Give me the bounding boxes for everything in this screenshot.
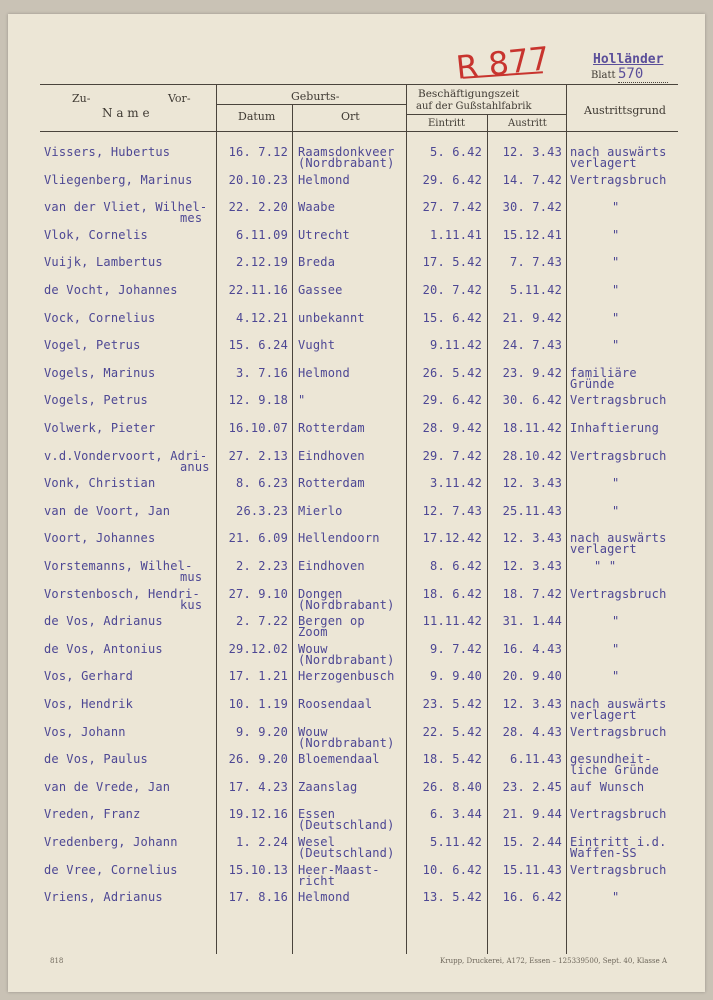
cell-austritt: 15. 2.44 xyxy=(502,835,562,849)
cell-datum: 20.10.23 xyxy=(228,172,288,187)
cell-datum: 3. 7.16 xyxy=(236,365,288,380)
cell-datum: 17. 8.16 xyxy=(228,890,288,905)
cell-eintritt: 29. 6.42 xyxy=(422,393,482,408)
cell-eintritt: 29. 6.42 xyxy=(422,172,482,187)
cell-datum: 19.12.16 xyxy=(228,807,288,822)
cell-ort: (Deutschland) xyxy=(298,846,395,860)
cell-grund: " xyxy=(612,310,620,325)
sheet-number: 570 xyxy=(618,66,668,83)
cell-eintritt: 18. 6.42 xyxy=(422,586,482,601)
geburts-subrule xyxy=(216,104,406,105)
cell-ort: Raamsdonkveer xyxy=(298,145,395,159)
cell-austritt: 31. 1.44 xyxy=(502,614,562,629)
cell-ort: (Nordbrabant) xyxy=(298,652,395,667)
cell-austritt: 21. 9.44 xyxy=(502,807,562,822)
cell-datum: 26. 9.20 xyxy=(228,752,288,767)
cell-grund: Vertragsbruch xyxy=(570,393,667,408)
cell-eintritt: 23. 5.42 xyxy=(422,697,482,711)
cell-austritt: 14. 7.42 xyxy=(502,172,562,187)
header-name: N a m e xyxy=(102,106,150,120)
table-top-rule xyxy=(40,84,678,85)
header-beschaeftigung-2: auf der Gußstahlfabrik xyxy=(416,101,532,112)
cell-eintritt: 28. 9.42 xyxy=(422,421,482,435)
cell-grund: Gründe xyxy=(570,376,615,391)
cell-grund: Vertragsbruch xyxy=(570,807,667,822)
cell-ort: Utrecht xyxy=(298,227,350,242)
col-divider-eintritt xyxy=(487,114,488,954)
cell-austritt: 20. 9.40 xyxy=(502,669,562,684)
cell-name: mes xyxy=(180,211,203,226)
cell-austritt: 7. 7.43 xyxy=(510,255,562,270)
header-vor: Vor- xyxy=(168,92,191,105)
cell-austritt: 12. 3.43 xyxy=(502,531,562,546)
cell-ort: Eindhoven xyxy=(298,448,365,463)
cell-ort: Herzogenbusch xyxy=(298,669,395,684)
cell-austritt: 30. 6.42 xyxy=(502,393,562,408)
cell-name: Vriens, Adrianus xyxy=(44,890,163,905)
cell-eintritt: 15. 6.42 xyxy=(422,310,482,325)
cell-austritt: 5.11.42 xyxy=(510,283,562,297)
cell-ort: Wesel xyxy=(298,835,336,849)
cell-ort: richt xyxy=(298,873,336,888)
cell-eintritt: 8. 6.42 xyxy=(430,559,482,573)
cell-name: Vos, Hendrik xyxy=(44,697,134,711)
cell-eintritt: 13. 5.42 xyxy=(422,890,482,905)
cell-datum: 12. 9.18 xyxy=(228,393,288,408)
cell-name: Vlok, Cornelis xyxy=(44,227,148,242)
cell-name: Vreden, Franz xyxy=(44,807,141,822)
cell-eintritt: 12. 7.43 xyxy=(422,503,482,518)
cell-name: Volwerk, Pieter xyxy=(44,421,156,435)
cell-austritt: 18. 7.42 xyxy=(502,586,562,601)
cell-grund: " " xyxy=(594,559,617,573)
cell-datum: 9. 9.20 xyxy=(236,724,288,739)
cell-name: Vuijk, Lambertus xyxy=(44,255,163,270)
cell-grund: nach auswärts xyxy=(570,697,667,711)
cell-name: Vissers, Hubertus xyxy=(44,145,171,159)
cell-ort: unbekannt xyxy=(298,310,365,325)
beschaeftigung-subrule xyxy=(406,114,566,115)
cell-datum: 27. 9.10 xyxy=(228,586,288,601)
cell-austritt: 15.12.41 xyxy=(502,227,562,242)
cell-austritt: 12. 3.43 xyxy=(502,697,562,711)
cell-name: Vorstenbosch, Hendri- xyxy=(44,586,200,601)
footer-printer-imprint: Krupp, Druckerei, A172, Essen – 125339500, Sept. 40, Klasse A xyxy=(440,957,668,965)
col-divider-ort xyxy=(406,84,407,954)
cell-ort: Breda xyxy=(298,255,336,270)
cell-grund: Vertragsbruch xyxy=(570,586,667,601)
cell-eintritt: 17. 5.42 xyxy=(422,255,482,270)
cell-grund: " xyxy=(612,200,620,215)
cell-ort: Zaanslag xyxy=(298,779,358,794)
cell-grund: Waffen-SS xyxy=(570,846,637,860)
cell-eintritt: 18. 5.42 xyxy=(422,752,482,767)
cell-name: van de Voort, Jan xyxy=(44,503,171,518)
footer-form-code: 818 xyxy=(50,957,64,965)
cell-grund: " xyxy=(612,669,620,684)
cell-grund: " xyxy=(612,614,620,629)
cell-eintritt: 26. 5.42 xyxy=(422,365,482,380)
cell-name: Vorstemanns, Wilhel- xyxy=(44,559,193,573)
cell-ort: Wouw xyxy=(298,641,328,656)
cell-datum: 10. 1.19 xyxy=(228,697,288,711)
cell-grund: verlagert xyxy=(570,708,637,722)
nationality-stamp: Holländer xyxy=(593,52,664,67)
cell-name: Vogels, Marinus xyxy=(44,365,156,380)
record-sheet xyxy=(8,14,705,992)
cell-grund: " xyxy=(612,227,620,242)
cell-ort: Waabe xyxy=(298,200,336,215)
cell-eintritt: 26. 8.40 xyxy=(422,779,482,794)
cell-grund: Vertragsbruch xyxy=(570,724,667,739)
header-austritt: Austritt xyxy=(508,118,547,129)
cell-ort: Wouw xyxy=(298,724,328,739)
cell-datum: 22. 2.20 xyxy=(228,200,288,215)
header-geburts: Geburts- xyxy=(291,90,340,103)
cell-datum: 1. 2.24 xyxy=(236,835,288,849)
cell-name: de Vocht, Johannes xyxy=(44,283,178,297)
cell-austritt: 30. 7.42 xyxy=(502,200,562,215)
cell-ort: Eindhoven xyxy=(298,559,365,573)
header-beschaeftigung-1: Beschäftigungszeit xyxy=(418,88,520,100)
cell-grund: Vertragsbruch xyxy=(570,448,667,463)
cell-grund: Vertragsbruch xyxy=(570,862,667,877)
cell-name: de Vos, Antonius xyxy=(44,641,163,656)
cell-datum: 2. 2.23 xyxy=(236,559,288,573)
cell-ort: (Nordbrabant) xyxy=(298,735,395,750)
cell-ort: Bloemendaal xyxy=(298,752,380,767)
cell-austritt: 12. 3.43 xyxy=(502,145,562,159)
cell-austritt: 15.11.43 xyxy=(502,862,562,877)
cell-grund: " xyxy=(612,255,620,270)
cell-eintritt: 1.11.41 xyxy=(430,227,482,242)
cell-austritt: 16. 4.43 xyxy=(502,641,562,656)
cell-austritt: 28.10.42 xyxy=(502,448,562,463)
cell-grund: auf Wunsch xyxy=(570,779,645,794)
cell-grund: " xyxy=(612,503,620,518)
header-eintritt: Eintritt xyxy=(428,118,465,129)
cell-ort: (Deutschland) xyxy=(298,818,395,833)
cell-datum: 26.3.23 xyxy=(236,503,288,518)
cell-name: van de Vrede, Jan xyxy=(44,779,171,794)
col-divider-datum xyxy=(292,104,293,954)
col-divider-name xyxy=(216,84,217,954)
cell-ort: Dongen xyxy=(298,586,343,601)
cell-datum: 6.11.09 xyxy=(236,227,288,242)
cell-eintritt: 9.11.42 xyxy=(430,338,482,353)
cell-austritt: 23. 9.42 xyxy=(502,365,562,380)
header-ort: Ort xyxy=(341,110,360,123)
cell-eintritt: 3.11.42 xyxy=(430,476,482,491)
cell-datum: 17. 4.23 xyxy=(228,779,288,794)
cell-datum: 2.12.19 xyxy=(236,255,288,270)
cell-grund: verlagert xyxy=(570,156,637,170)
cell-eintritt: 5. 6.42 xyxy=(430,145,482,159)
cell-name: de Vree, Cornelius xyxy=(44,862,178,877)
cell-grund: Eintritt i.d. xyxy=(570,835,667,849)
cell-eintritt: 22. 5.42 xyxy=(422,724,482,739)
cell-name: anus xyxy=(180,459,210,474)
cell-datum: 15. 6.24 xyxy=(228,338,288,353)
cell-ort: Helmond xyxy=(298,172,350,187)
cell-name: Vock, Cornelius xyxy=(44,310,156,325)
cell-ort: Bergen op xyxy=(298,614,365,629)
cell-austritt: 12. 3.43 xyxy=(502,559,562,573)
cell-name: Vogel, Petrus xyxy=(44,338,141,353)
cell-datum: 2. 7.22 xyxy=(236,614,288,629)
cell-grund: " xyxy=(612,641,620,656)
cell-datum: 4.12.21 xyxy=(236,310,288,325)
cell-datum: 8. 6.23 xyxy=(236,476,288,491)
cell-datum: 17. 1.21 xyxy=(228,669,288,684)
cell-eintritt: 9. 9.40 xyxy=(430,669,482,684)
cell-name: Vredenberg, Johann xyxy=(44,835,178,849)
cell-ort: (Nordbrabant) xyxy=(298,156,395,170)
cell-grund: gesundheit- xyxy=(570,752,652,767)
header-zu: Zu- xyxy=(72,92,91,105)
cell-grund: " xyxy=(612,338,620,353)
cell-ort: Vught xyxy=(298,338,336,353)
cell-ort: Hellendoorn xyxy=(298,531,380,546)
cell-austritt: 21. 9.42 xyxy=(502,310,562,325)
cell-ort: Rotterdam xyxy=(298,476,365,491)
header-bottom-rule xyxy=(40,131,678,132)
cell-datum: 16. 7.12 xyxy=(228,145,288,159)
cell-ort: Helmond xyxy=(298,365,350,380)
cell-name: Vogels, Petrus xyxy=(44,393,148,408)
cell-austritt: 12. 3.43 xyxy=(502,476,562,491)
cell-ort: Zoom xyxy=(298,625,328,640)
cell-name: van der Vliet, Wilhel- xyxy=(44,200,208,215)
cell-datum: 15.10.13 xyxy=(228,862,288,877)
cell-eintritt: 17.12.42 xyxy=(422,531,482,546)
cell-name: Vos, Johann xyxy=(44,724,126,739)
cell-name: Vliegenberg, Marinus xyxy=(44,172,193,187)
cell-name: de Vos, Paulus xyxy=(44,752,148,767)
cell-austritt: 18.11.42 xyxy=(502,421,562,435)
cell-grund: " xyxy=(612,283,620,297)
cell-ort: Mierlo xyxy=(298,503,343,518)
cell-ort: (Nordbrabant) xyxy=(298,597,395,612)
cell-datum: 27. 2.13 xyxy=(228,448,288,463)
cell-ort: Helmond xyxy=(298,890,350,905)
cell-eintritt: 9. 7.42 xyxy=(430,641,482,656)
cell-austritt: 24. 7.43 xyxy=(502,338,562,353)
cell-eintritt: 11.11.42 xyxy=(422,614,482,629)
cell-austritt: 6.11.43 xyxy=(510,752,562,767)
cell-ort: Roosendaal xyxy=(298,697,373,711)
cell-name: v.d.Vondervoort, Adri- xyxy=(44,448,208,463)
cell-eintritt: 20. 7.42 xyxy=(422,283,482,297)
cell-grund: " xyxy=(612,476,620,491)
cell-grund: familiäre xyxy=(570,365,637,380)
cell-ort: Essen xyxy=(298,807,336,822)
cell-eintritt: 10. 6.42 xyxy=(422,862,482,877)
sheet-label: Blatt xyxy=(591,70,616,81)
cell-name: mus xyxy=(180,570,203,584)
cell-name: Vos, Gerhard xyxy=(44,669,134,684)
red-registry-mark: R 877 xyxy=(454,39,552,87)
cell-grund: Vertragsbruch xyxy=(570,172,667,187)
cell-grund: nach auswärts xyxy=(570,531,667,546)
cell-ort: " xyxy=(298,393,306,408)
cell-datum: 16.10.07 xyxy=(228,421,288,435)
cell-datum: 21. 6.09 xyxy=(228,531,288,546)
cell-ort: Heer-Maast- xyxy=(298,862,380,877)
cell-eintritt: 6. 3.44 xyxy=(430,807,482,822)
cell-austritt: 25.11.43 xyxy=(502,503,562,518)
col-divider-austritt xyxy=(566,84,567,954)
cell-name: de Vos, Adrianus xyxy=(44,614,163,629)
header-austrittsgrund: Austrittsgrund xyxy=(584,104,666,117)
cell-grund: nach auswärts xyxy=(570,145,667,159)
header-datum: Datum xyxy=(238,110,276,123)
cell-datum: 29.12.02 xyxy=(228,641,288,656)
cell-name: kus xyxy=(180,597,203,612)
cell-grund: " xyxy=(612,890,620,905)
cell-eintritt: 29. 7.42 xyxy=(422,448,482,463)
cell-eintritt: 27. 7.42 xyxy=(422,200,482,215)
cell-grund: liche Gründe xyxy=(570,763,660,778)
cell-grund: Inhaftierung xyxy=(570,421,660,435)
cell-name: Voort, Johannes xyxy=(44,531,156,546)
cell-austritt: 23. 2.45 xyxy=(502,779,562,794)
cell-austritt: 16. 6.42 xyxy=(502,890,562,905)
cell-eintritt: 5.11.42 xyxy=(430,835,482,849)
cell-ort: Gassee xyxy=(298,283,343,297)
cell-grund: verlagert xyxy=(570,542,637,557)
cell-austritt: 28. 4.43 xyxy=(502,724,562,739)
cell-name: Vonk, Christian xyxy=(44,476,156,491)
cell-datum: 22.11.16 xyxy=(228,283,288,297)
cell-ort: Rotterdam xyxy=(298,421,365,435)
